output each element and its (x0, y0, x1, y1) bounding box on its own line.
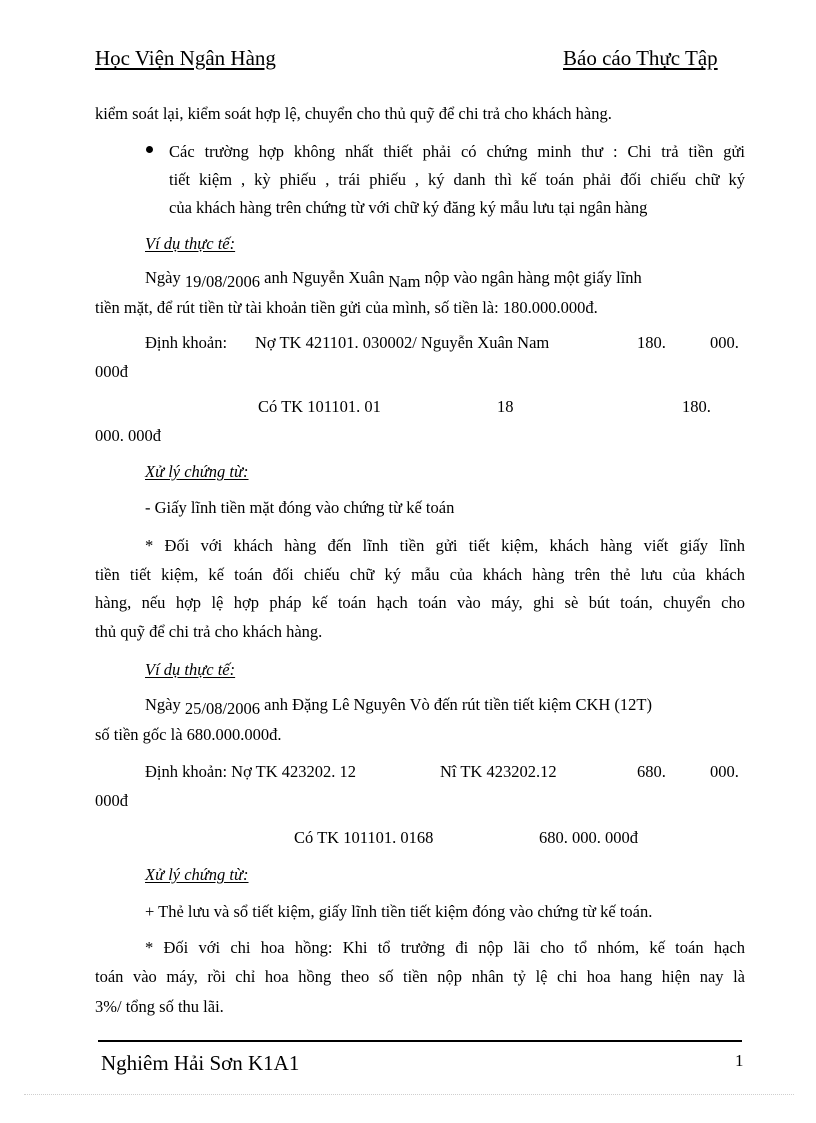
processing-heading: Xử lý chứng từ: (145, 865, 249, 884)
amount-part: 180. (637, 333, 666, 352)
example-line: số tiền gốc là 680.000.000đ. (95, 725, 282, 744)
debit-account: Nợ TK 421101. 030002/ Nguyễn Xuân Nam (255, 333, 550, 352)
text-span: anh Nguyễn Xuân (264, 268, 385, 287)
name-span: Nam (388, 272, 421, 291)
posting-label: Định khoản: (145, 333, 228, 352)
page-edge-divider (24, 1094, 794, 1095)
example-heading: Ví dụ thực tế: (145, 234, 236, 253)
paragraph-line: kiểm soát lại, kiểm soát hợp lệ, chuyển cho thủ quỹ để chi trả cho khách hàng. (95, 104, 612, 123)
paragraph-line: 3%/ tổng số thu lãi. (95, 997, 224, 1016)
example-heading: Ví dụ thực tế: (145, 660, 236, 679)
bullet-line: của khách hàng trên chứng từ với chữ ký đăng ký mẫu lưu tại ngân hàng (169, 198, 648, 217)
credit-account: Có TK 101101. 0168 (294, 828, 434, 847)
amount-part: 000đ (95, 362, 128, 381)
example-line (145, 695, 745, 718)
paragraph-line: * Đối với chi hoa hồng: Khi tổ trưởng đi nộp lãi cho tổ nhóm, kế toán hạch (145, 938, 745, 957)
paragraph-line: * Đối với khách hàng đến lĩnh tiền gửi tiết kiệm, khách hàng viết giấy lĩnh (145, 536, 745, 555)
processing-heading: Xử lý chứng từ: (145, 462, 249, 481)
paragraph-line: + Thẻ lưu và sổ tiết kiệm, giấy lĩnh tiền tiết kiệm đóng vào chứng từ kế toán. (145, 902, 653, 921)
amount-part: 000. (710, 333, 739, 352)
example-line: tiền mặt, để rút tiền từ tài khoản tiền gửi của mình, số tiền là: 180.000.000đ. (95, 298, 598, 317)
bullet-dot (146, 146, 153, 153)
amount-part: 000. 000đ (95, 426, 161, 445)
credit-account: Có TK 101101. 01 (258, 397, 381, 416)
amount-part: 000đ (95, 791, 128, 810)
amount-part: 000. (710, 762, 739, 781)
posting-label: Định khoản: Nợ TK 423202. 12 (145, 762, 356, 781)
paragraph-line: thủ quỹ để chi trả cho khách hàng. (95, 622, 323, 641)
header-report-title: Báo cáo Thực Tập (563, 46, 718, 70)
paragraph-line: toán vào máy, rồi chỉ hoa hồng theo số tiền nộp nhân tỷ lệ chi hoa hang hiện nay là (95, 967, 745, 986)
amount-part: 680. 000. 000đ (539, 828, 638, 847)
header-institution: Học Viện Ngân Hàng (95, 46, 276, 70)
example-line (145, 268, 745, 291)
text-span: anh Đặng Lê Nguyên Vò đến rút tiền tiết kiệm CKH (12T) (264, 695, 652, 714)
footer-author: Nghiêm Hải Sơn K1A1 (101, 1051, 300, 1075)
paragraph-line: tiền tiết kiệm, kế toán đối chiếu chữ ký mẫu của khách hàng trên thẻ lưu của khách (95, 565, 745, 584)
amount-part: 18 (497, 397, 514, 416)
footer-divider (98, 1040, 742, 1042)
paragraph-line: - Giấy lĩnh tiền mặt đóng vào chứng từ kế toán (145, 498, 455, 517)
date-span: 25/08/2006 (184, 699, 261, 718)
page-number: 1 (735, 1051, 744, 1070)
text-span: Ngày (145, 695, 181, 714)
text-span: Ngày (145, 268, 181, 287)
paragraph-line: hàng, nếu hợp lệ hợp pháp kế toán hạch toán vào máy, ghi sè bút toán, chuyển cho (95, 593, 745, 612)
bullet-line: tiết kiệm , kỳ phiếu , trái phiếu , ký danh thì kế toán phải đối chiếu chữ ký (169, 170, 745, 189)
amount-part: 680. (637, 762, 666, 781)
amount-part: 180. (682, 397, 711, 416)
text-span: nộp vào ngân hàng một giấy lĩnh (424, 268, 642, 287)
date-span: 19/08/2006 (184, 272, 261, 291)
account-ref: Nî TK 423202.12 (440, 762, 557, 781)
bullet-line: Các trường hợp không nhất thiết phải có chứng minh thư : Chi trả tiền gửi (169, 142, 745, 161)
